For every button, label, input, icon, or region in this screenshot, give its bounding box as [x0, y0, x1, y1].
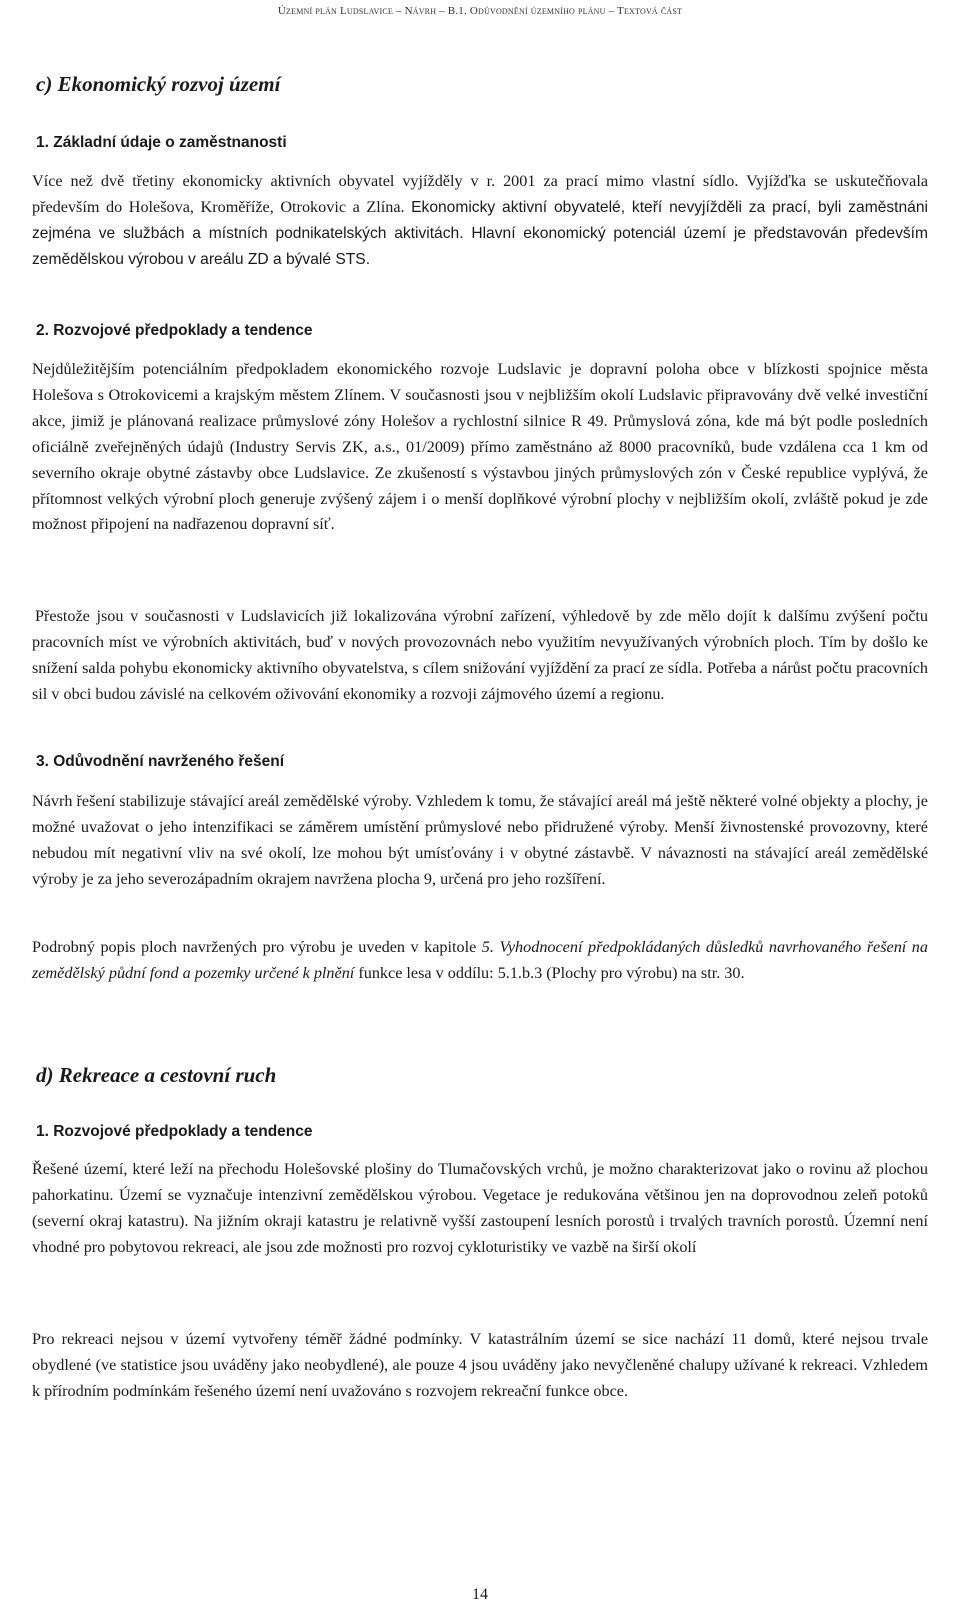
section-c-sub2-title: 2. Rozvojové předpoklady a tendence	[36, 322, 313, 339]
page-number: 14	[472, 1586, 488, 1603]
section-d-sub1-title: 1. Rozvojové předpoklady a tendence	[36, 1123, 313, 1140]
section-c-sub3-title: 3. Odůvodnění navrženého řešení	[36, 753, 285, 770]
section-c-title: c) Ekonomický rozvoj území	[36, 72, 281, 96]
para-part-2: Ekonomicky aktivní obyvatelé, kteří nevyjížděli za prací, byli zaměstnáni zejména ve službách a místních podnikatelských aktivitách.	[32, 198, 928, 242]
section-c-sub2-paragraph-1: Nejdůležitějším potenciálním předpokladem ekonomického rozvoje Ludslavic je dopravní poloha obce v blízkosti spojnice města Holešova s Otrokovicemi a krajským městem Zlínem. V současnosti jsou v nejbližším okolí Ludslavic připravovány dvě velké investiční akce, jimiž je plánovaná realizace průmyslové zóny Holešov a rychlostní silnice R 49. Průmyslová zóna, kde má být podle posledních oficiálně zveřejněných údajů (Industry Servis ZK, a.s., 01/2009) přímo zaměstnáno až 8000 pracovníků, bude vzdálena cca 1 km od severního okraje obytné zástavby obce Ludslavice. Ze zkušeností s výstavbou jiných průmyslových zón v České republice vyplývá, že přítomnost velkých výrobní ploch generuje zvýšený zájem i o menší doplňkové výrobní plochy v nejbližším okolí, zvláště pokud je zde možnost připojení na nadřazenou dopravní síť.	[32, 360, 928, 534]
section-c-sub1-paragraph	[32, 169, 928, 273]
para-part-1: Více než dvě třetiny ekonomicky aktivních obyvatel vyjížděly v r. 2001 za prací mimo vlastní sídlo. Vyjížďka se uskutečňovala především do Holešova, Kroměříže, Otrokovic a Zlína.	[32, 172, 928, 216]
section-c-sub2-paragraph-2: Přestože jsou v současnosti v Ludslavicích již lokalizována výrobní zařízení, výhledově by zde mělo dojít k dalšímu zvýšení počtu pracovních míst ve výrobních aktivitách, buď v nových provozovnách nebo využitím nevyužívaných výrobních ploch. Tím by došlo ke snížení salda pohybu ekonomicky aktivního obyvatelstva, s cílem snižování vyjíždění za prací ze sídla. Potřeba a nárůst počtu pracovních sil v obci budou závislé na celkovém oživování ekonomiky a rozvoji zájmového území a regionu.	[32, 607, 928, 703]
para-text-2: funkce lesa v oddílu: 5.1.b.3 (Plochy pro výrobu) na str. 30.	[354, 963, 745, 982]
para-text-1: Podrobný popis ploch navržených pro výrobu je uveden v kapitole	[32, 938, 482, 956]
running-header: Územní plán Ludslavice – Návrh – B.1. Odůvodnění územního plánu – Textová část	[277, 5, 683, 17]
chapter-reference: 5. Vyhodnocení předpokládaných důsledků navrhovaného řešení na zemědělský půdní fond a pozemky určené k plnění	[32, 938, 928, 982]
section-d-sub1-paragraph-2: Pro rekreaci nejsou v území vytvořeny téměř žádné podmínky. V katastrálním území se sice nachází 11 domů, které nejsou trvale obydlené (ve statistice jsou uváděny jako neobydlené), ale pouze 4 jsou uváděny jako nevyčleněné chalupy užívané k rekreaci. Vzhledem k přírodním podmínkám řešeného území není uvažováno s rozvojem rekreační funkce obce.	[32, 1330, 928, 1400]
section-c-sub3-paragraph-1: Návrh řešení stabilizuje stávající areál zemědělské výroby. Vzhledem k tomu, že stávající areál má ještě některé volné objekty a plochy, je možné uvažovat o jeho intenzifikaci se záměrem umístění průmyslové nebo přidružené výroby. Menší živnostenské provozovny, které nebudou mít negativní vliv na své okolí, lze mohou být umísťovány i v obytné zástavbě. V návaznosti na stávající areál zemědělské výroby je za jeho severozápadním okrajem navržena plocha 9, určená pro jeho rozšíření.	[32, 792, 928, 888]
section-c-sub1-title: 1. Základní údaje o zaměstnanosti	[36, 134, 287, 151]
para-part-3: Hlavní ekonomický potenciál území je představován především zemědělskou výrobou v areálu ZD a bývalé STS.	[32, 224, 928, 268]
section-d-title: d) Rekreace a cestovní ruch	[36, 1063, 277, 1087]
section-d-sub1-paragraph-1: Řešené území, které leží na přechodu Holešovské plošiny do Tlumačovských vrchů, je možno charakterizovat jako o rovinu až plochou pahorkatinu. Území se vyznačuje intenzivní zemědělskou výrobou. Vegetace je redukována většinou jen na doprovodnou zeleň potoků (severní okraj katastru). Na jižním okraji katastru je relativně vyšší zastoupení lesních porostů i trvalých travních porostů. Územní není vhodné pro pobytovou rekreaci, ale jsou zde možnosti pro rozvoj cykloturistiky ve vazbě na širší okolí	[32, 1160, 928, 1256]
section-c-sub3-paragraph-2	[32, 935, 928, 987]
